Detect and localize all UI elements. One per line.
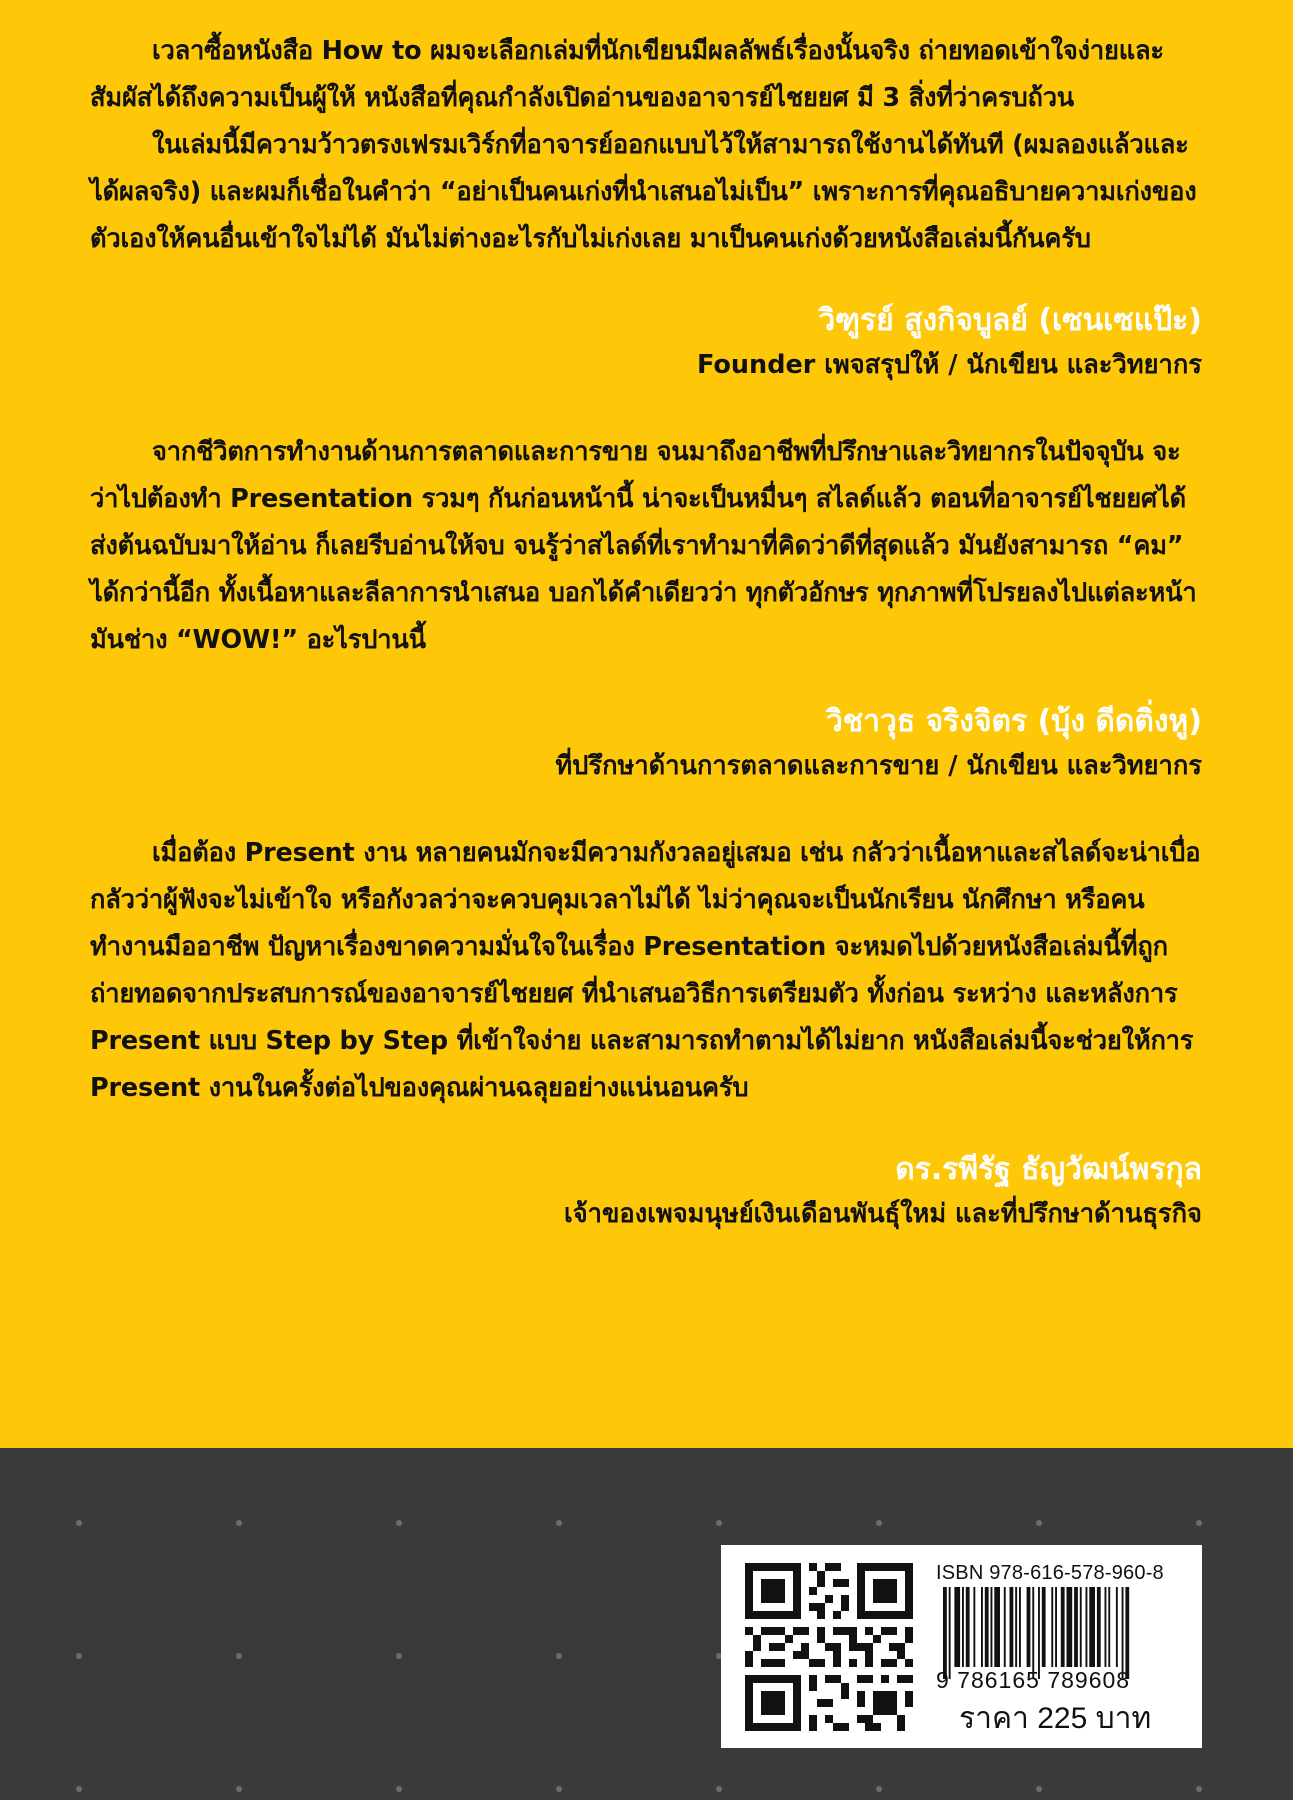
barcode-bar: [1086, 1587, 1088, 1667]
barcode-bar: [991, 1587, 993, 1667]
decorative-dot: [396, 1653, 402, 1659]
isbn-label: ISBN 978-616-578-960-8: [936, 1562, 1164, 1584]
review2-name: วิชาวุธ จริงจิตร (บุ้ง ดีดติ่งหู): [825, 704, 1202, 739]
barcode-bar: [1038, 1587, 1040, 1679]
decorative-dot: [556, 1520, 562, 1526]
barcode-bar: [1108, 1587, 1110, 1667]
review3-name: ดร.รพีรัฐ ธัญวัฒน์พรกุล: [895, 1152, 1202, 1187]
barcode-bar: [1055, 1587, 1057, 1667]
reviews-column: [90, 28, 1202, 1234]
ean-digits: 9 786165 789608: [936, 1667, 1131, 1693]
review2-bold2: “WOW!”: [176, 625, 298, 655]
review3-signature: [90, 1146, 1202, 1234]
barcode-bar: [1051, 1587, 1053, 1667]
decorative-dot: [716, 1520, 722, 1526]
review2-part2: ได้กว่านี้อีก ทั้งเนื้อหาและลีลาการนำเสนอ บอกได้คำเดียวว่า ทุกตัวอักษร ทุกภาพที่โปรยลงไปแต่ละหน้ามันช่าง: [90, 578, 1197, 655]
barcode-bar: [954, 1587, 960, 1667]
decorative-dot: [876, 1520, 882, 1526]
barcode-bar: [962, 1587, 964, 1667]
decorative-dot: [1196, 1520, 1202, 1526]
price-label: ราคา 225 บาท: [959, 1702, 1152, 1735]
isbn-barcode-panel: [721, 1545, 1202, 1748]
review1-paragraph1: เวลาซื้อหนังสือ How to ผมจะเลือกเล่มที่นักเขียนมีผลลัพธ์เรื่องนั้นจริง ถ่ายทอดเข้าใจง่ายและสัมผัสได้ถึงความเป็นผู้ให้ หนังสือที่คุณกำลังเปิดอ่านของอาจารย์ไชยยศ มี 3 สิ่งที่ว่าครบถ้วน: [90, 36, 1164, 113]
decorative-dot: [396, 1786, 402, 1792]
decorative-dot: [556, 1786, 562, 1792]
review2-role: ที่ปรึกษาด้านการตลาดและการขาย / นักเขียน และวิทยากร: [555, 751, 1202, 781]
decorative-dot: [236, 1520, 242, 1526]
barcode-bar: [1042, 1587, 1046, 1667]
review2-paragraph: [90, 429, 1202, 664]
barcode-bar: [1032, 1587, 1034, 1679]
review2-signature: [90, 698, 1202, 786]
barcode-bar: [994, 1587, 1000, 1667]
review2-part3: อะไรปานนี้: [297, 625, 426, 655]
barcode-bar: [1061, 1587, 1065, 1667]
qr-code-icon: [745, 1563, 913, 1731]
barcode-bar: [1089, 1587, 1095, 1667]
barcode-bar: [973, 1587, 975, 1667]
barcode-bar: [1067, 1587, 1073, 1667]
decorative-dot: [76, 1520, 82, 1526]
review3-role: เจ้าของเพจมนุษย์เงินเดือนพันธุ์ใหม่ และที่ปรึกษาด้านธุรกิจ: [564, 1199, 1202, 1229]
barcode-bar: [1019, 1587, 1021, 1667]
review1-role: Founder เพจสรุปให้ / นักเขียน และวิทยากร: [696, 350, 1202, 380]
review3-paragraph: เมื่อต้อง Present งาน หลายคนมักจะมีความกังวลอยู่เสมอ เช่น กลัวว่าเนื้อหาและสไลด์จะน่าเบื่อ กลัวว่าผู้ฟังจะไม่เข้าใจ หรือกังวลว่าจะควบคุมเวลาไม่ได้ ไม่ว่าคุณจะเป็นนักเรียน นักศึกษา หรือคนทำงานมืออาชีพ ปัญหาเรื่องขาดความมั่นใจในเรื่อง Presentation จะหมดไปด้วยหนังสือเล่มนี้ที่ถูกถ่ายทอดจากประสบการณ์ของอาจารย์ไชยยศ ที่นำเสนอวิธีการเตรียมตัว ทั้งก่อน ระหว่าง และหลังการ Present แบบ Step by Step ที่เข้าใจง่าย และสามารถทำตามได้ไม่ยาก หนังสือเล่มนี้จะช่วยให้การ Present งานในครั้งต่อไปของคุณผ่านฉลุยอย่างแน่นอนครับ: [90, 838, 1201, 1103]
decorative-dot: [1036, 1520, 1042, 1526]
barcode-bar: [1010, 1587, 1014, 1667]
review1-quote: “อย่าเป็นคนเก่งที่นำเสนอไม่เป็น”: [439, 177, 805, 207]
decorative-dot: [876, 1786, 882, 1792]
decorative-dot: [396, 1520, 402, 1526]
review1-paragraph2-after: เพราะการที่คุณอธิบายความเก่งของตัวเองให้คนอื่นเข้าใจไม่ได้ มันไม่ต่างอะไรกับไม่เก่งเลย มาเป็นคนเก่งด้วยหนังสือเล่มนี้กันครับ: [90, 177, 1197, 254]
barcode-bar: [981, 1587, 983, 1667]
barcode-bar: [1080, 1587, 1082, 1667]
barcode-bar: [1125, 1587, 1129, 1679]
barcode-bar: [1004, 1587, 1006, 1667]
decorative-dot: [76, 1653, 82, 1659]
barcode-bar: [1105, 1587, 1107, 1667]
decorative-dot: [236, 1786, 242, 1792]
barcode-bar: [1074, 1587, 1078, 1667]
barcode-bar: [1122, 1587, 1124, 1679]
review2-part1: จากชีวิตการทำงานด้านการตลาดและการขาย จนมาถึงอาชีพที่ปรึกษาและวิทยากรในปัจจุบัน จะว่าไปต้องทำ Presentation รวมๆ กันก่อนหน้านี้ น่าจะเป็นหมื่นๆ สไลด์แล้ว ตอนที่อาจารย์ไชยยศได้ส่งต้นฉบับมาให้อ่าน ก็เลยรีบอ่านให้จบ จนรู้ว่าสไลด์ที่เราทำมาที่คิดว่าดีที่สุดแล้ว มันยังสามารถ: [90, 437, 1186, 561]
barcode-bar: [943, 1587, 947, 1679]
decorative-dot: [716, 1786, 722, 1792]
barcode-bar: [985, 1587, 989, 1667]
decorative-dot: [1196, 1786, 1202, 1792]
barcode-bar: [1097, 1587, 1101, 1667]
review1-name: วิฑูรย์ สูงกิจบูลย์ (เซนเซแป๊ะ): [818, 303, 1202, 338]
review1-paragraph2: [90, 122, 1202, 263]
decorative-dot: [556, 1653, 562, 1659]
barcode-bar: [966, 1587, 970, 1667]
decorative-dot: [76, 1786, 82, 1792]
decorative-dot: [1036, 1786, 1042, 1792]
barcode-bar: [1015, 1587, 1017, 1667]
decorative-dot: [236, 1653, 242, 1659]
barcode-bar: [1027, 1587, 1031, 1667]
barcode-bar: [1116, 1587, 1118, 1667]
review2-bold1: “คม”: [1116, 531, 1184, 561]
review1-signature: [90, 297, 1202, 385]
barcode-bar: [949, 1587, 951, 1679]
review1-paragraph2-before: ในเล่มนี้มีความว้าวตรงเฟรมเวิร์กที่อาจารย์ออกแบบไว้ให้สามารถใช้งานได้ทันที (ผมลองแล้วและได้ผลจริง) และผมก็เชื่อในคำว่า: [90, 130, 1189, 207]
